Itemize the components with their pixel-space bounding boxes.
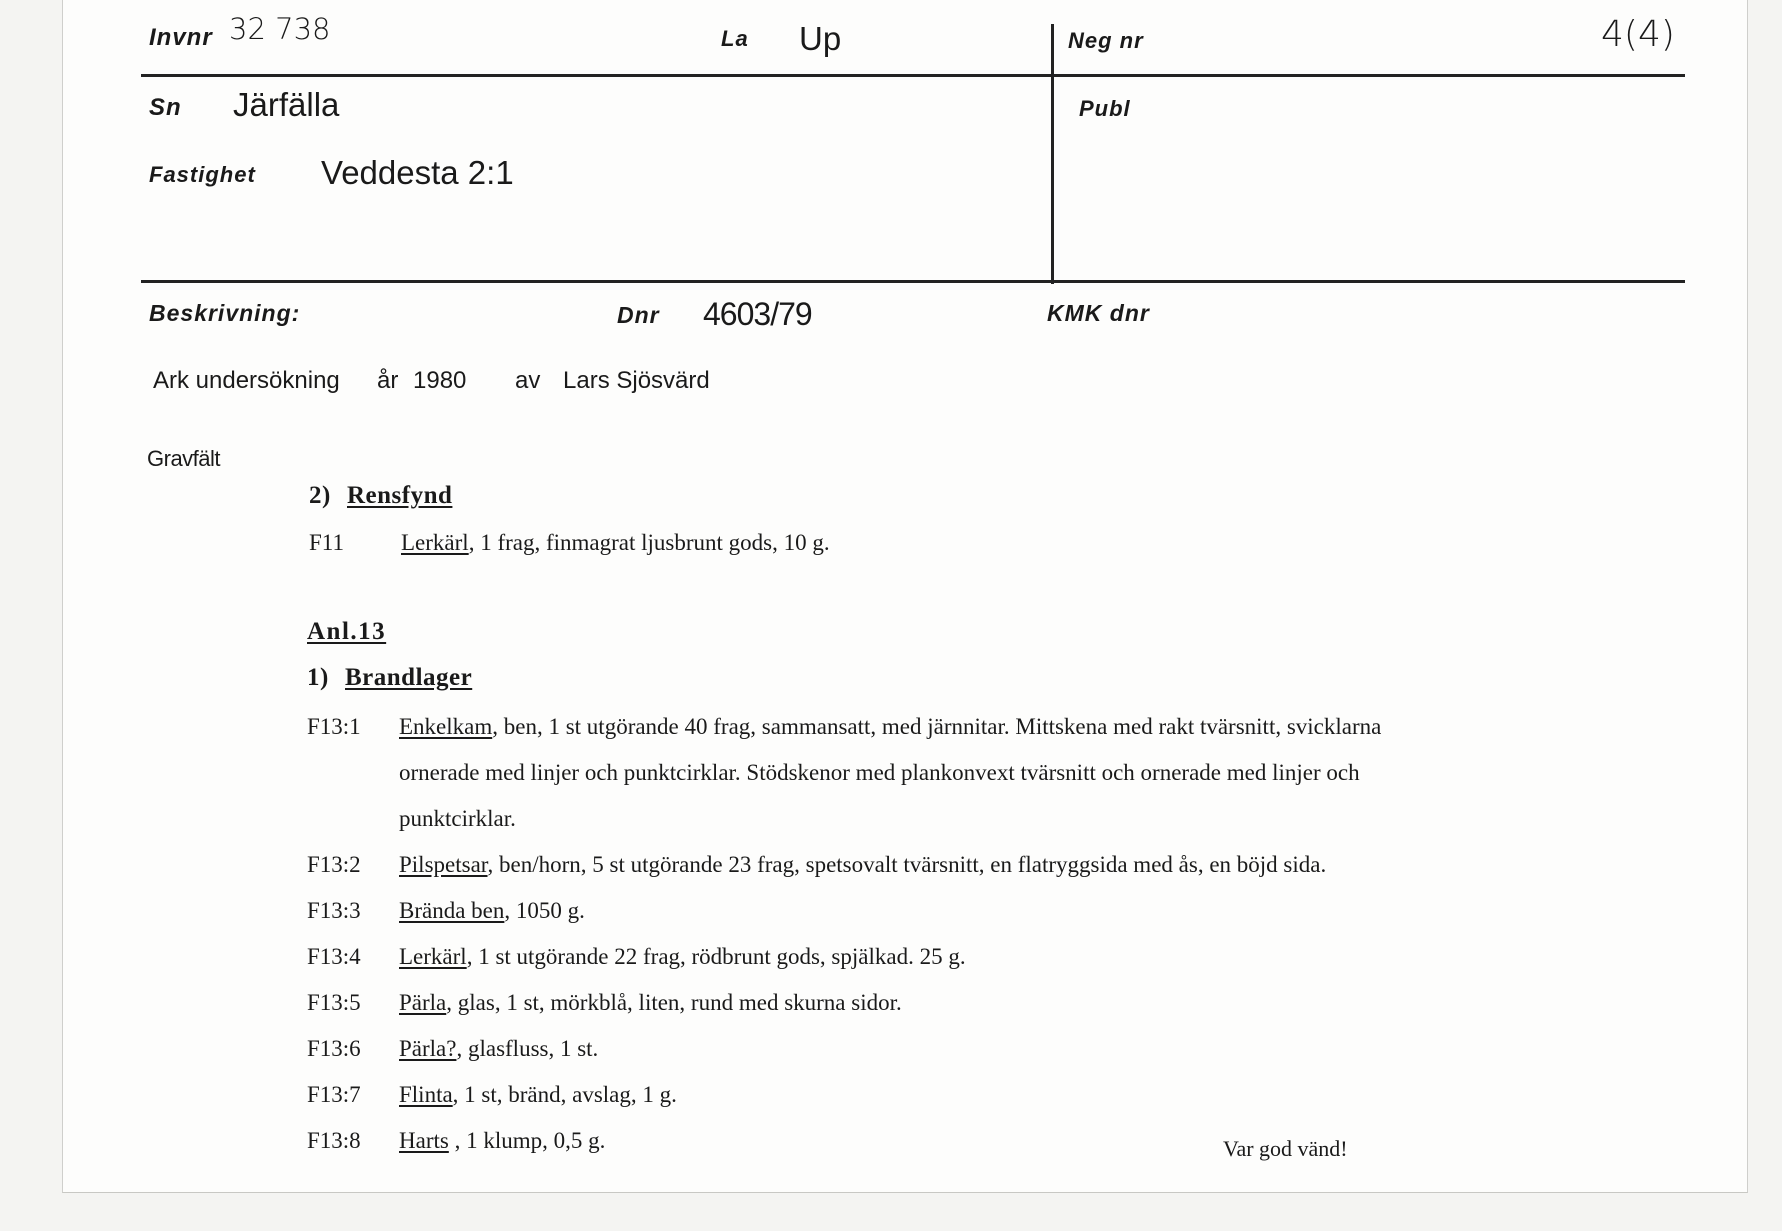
find-code: F13:5 [307, 990, 361, 1015]
invnr-value: 32 738 [229, 12, 331, 46]
dnr-value: 4603/79 [703, 296, 812, 332]
find-name: Harts [399, 1128, 449, 1153]
brandlager-number: 1) [307, 664, 329, 691]
find-code: F13:4 [307, 944, 361, 969]
find-code: F11 [309, 530, 344, 555]
find-code: F13:6 [307, 1036, 361, 1061]
find-name: Flinta [399, 1082, 453, 1107]
rensfynd-title: Rensfynd [347, 482, 453, 509]
find-entry [399, 1128, 605, 1154]
find-text: , 1 st utgörande 22 frag, rödbrunt gods, spjälkad. 25 g. [466, 944, 966, 969]
sn-label: Sn [149, 94, 182, 121]
neg-nr-label: Neg nr [1068, 28, 1144, 53]
find-entry [399, 990, 902, 1016]
find-code: F13:1 [307, 714, 361, 739]
find-text: , ben, 1 st utgörande 40 frag, sammansatt, med järnnitar. Mittskena med rakt tvärsnitt, svicklarna [492, 714, 1382, 739]
find-entry [399, 1036, 598, 1062]
find-text: , 1050 g. [504, 898, 585, 923]
find-code: F13:7 [307, 1082, 361, 1107]
kmk-dnr-label: KMK dnr [1047, 300, 1150, 326]
find-entry [399, 898, 585, 924]
find-entry [399, 714, 1381, 740]
find-text: , glas, 1 st, mörkblå, liten, rund med skurna sidor. [446, 990, 902, 1015]
beskrivning-label: Beskrivning: [149, 300, 301, 326]
find-name: Lerkärl [401, 530, 469, 555]
vertical-divider [1051, 24, 1054, 284]
find-name: Brända ben [399, 898, 505, 923]
la-label: La [721, 26, 749, 51]
find-name: Enkelkam [399, 714, 493, 739]
find-text-continued: ornerade med linjer och punktcirklar. Stödskenor med plankonvext tvärsnitt och ornerade med linjer och [399, 760, 1360, 785]
find-entry [399, 944, 966, 970]
archive-card [62, 0, 1748, 1193]
find-code: F13:2 [307, 852, 361, 877]
find-name: Pärla? [399, 1036, 457, 1061]
person-name: Lars Sjösvärd [563, 367, 710, 394]
year-value: 1980 [413, 367, 467, 394]
find-text: , glasfluss, 1 st. [456, 1036, 599, 1061]
year-label: år [377, 367, 399, 394]
fastighet-label: Fastighet [149, 162, 256, 187]
find-text: , ben/horn, 5 st utgörande 23 frag, spetsovalt tvärsnitt, en flatryggsida med ås, en böjd sida. [487, 852, 1327, 877]
find-name: Lerkärl [399, 944, 467, 969]
anl-title: Anl.13 [307, 618, 387, 645]
find-entry [399, 1082, 677, 1108]
brandlager-title: Brandlager [345, 664, 473, 691]
find-entry [399, 852, 1326, 878]
la-value: Up [799, 20, 842, 57]
fastighet-value: Veddesta 2:1 [321, 154, 514, 191]
find-code: F13:3 [307, 898, 361, 923]
turn-over-note: Var god vänd! [1223, 1136, 1348, 1161]
find-text: , 1 klump, 0,5 g. [448, 1128, 606, 1153]
sn-value: Järfälla [233, 86, 340, 123]
rensfynd-number: 2) [309, 482, 331, 509]
header-rule [141, 74, 1685, 77]
find-text-continued: punktcirklar. [399, 806, 516, 831]
find-text: , 1 frag, finmagrat ljusbrunt gods, 10 g. [468, 530, 830, 555]
find-code: F13:8 [307, 1128, 361, 1153]
find-entry [401, 530, 830, 556]
site-type: Gravfält [147, 446, 221, 471]
find-name: Pärla [399, 990, 447, 1015]
middle-rule [141, 280, 1685, 283]
find-text: , 1 st, bränd, avslag, 1 g. [452, 1082, 677, 1107]
publ-label: Publ [1079, 96, 1131, 121]
page-marker: 4(4) [1601, 14, 1675, 55]
find-name: Pilspetsar [399, 852, 488, 877]
invnr-label: Invnr [149, 24, 213, 51]
ark-text: Ark undersökning [153, 367, 340, 394]
dnr-label: Dnr [617, 302, 660, 328]
by-label: av [515, 367, 541, 394]
